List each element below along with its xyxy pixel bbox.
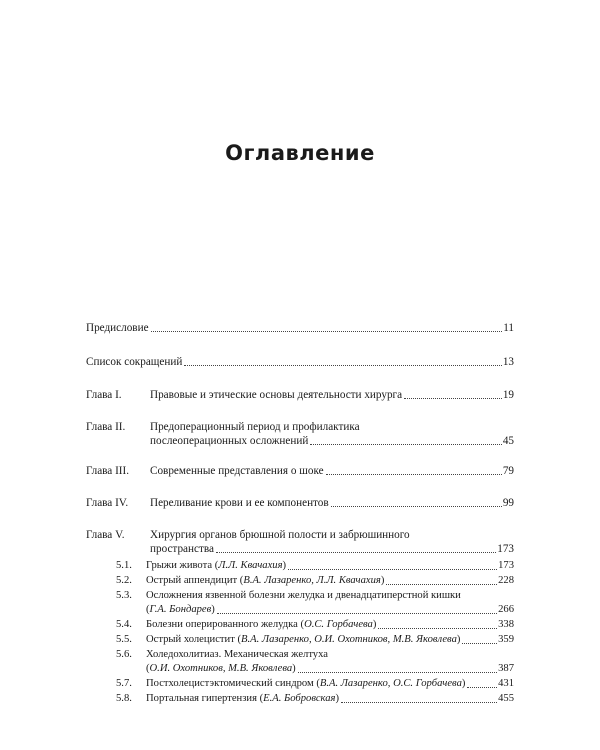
section-title: Болезни оперированного желудка (О.С. Горбачева) bbox=[146, 619, 377, 630]
section-title: Портальная гипертензия (Е.А. Бобровская) bbox=[146, 693, 339, 704]
dot-leader bbox=[378, 627, 497, 629]
dot-leader bbox=[288, 568, 497, 570]
dot-leader bbox=[298, 671, 497, 673]
toc-entry-section-5-3[interactable] bbox=[146, 603, 514, 617]
toc-entry-chapter-3[interactable] bbox=[150, 464, 514, 478]
toc-entry-preface[interactable] bbox=[86, 321, 514, 335]
toc-entry-abbreviations[interactable] bbox=[86, 355, 514, 369]
entry-page: 431 bbox=[498, 678, 514, 689]
toc-entry-chapter-2[interactable] bbox=[150, 434, 514, 448]
section-number: 5.6. bbox=[116, 649, 132, 660]
dot-leader bbox=[310, 443, 502, 445]
page-title: Оглавление bbox=[225, 141, 375, 165]
toc-entry-section-5-5[interactable] bbox=[146, 633, 514, 647]
entry-page: 11 bbox=[503, 322, 514, 334]
section-authors: В.А. Лазаренко, О.С. Горбачева bbox=[319, 678, 462, 689]
entry-page: 228 bbox=[498, 575, 514, 586]
chapter-title: Современные представления о шоке bbox=[150, 465, 324, 477]
dot-leader bbox=[184, 364, 501, 366]
dot-leader bbox=[326, 473, 502, 475]
chapter-number: Глава IV. bbox=[86, 497, 129, 509]
toc-entry-chapter-5[interactable] bbox=[150, 542, 514, 556]
section-title: Острый холецистит (В.А. Лазаренко, О.И. Охотников, М.В. Яковлева) bbox=[146, 634, 461, 645]
section-title: Постхолецистэктомический синдром (В.А. Лазаренко, О.С. Горбачева) bbox=[146, 678, 466, 689]
section-title: Осложнения язвенной болезни желудка и двенадцатиперстной кишки bbox=[146, 590, 461, 601]
entry-label: Список сокращений bbox=[86, 356, 183, 368]
entry-label: Предисловие bbox=[86, 322, 149, 334]
entry-page: 99 bbox=[502, 497, 514, 509]
toc-entry-chapter-4[interactable] bbox=[150, 496, 514, 510]
chapter-title: Переливание крови и ее компонентов bbox=[150, 497, 329, 509]
section-authors: В.А. Лазаренко, О.И. Охотников, М.В. Яковлева bbox=[241, 634, 457, 645]
chapter-number: Глава II. bbox=[86, 421, 126, 433]
toc-entry-section-5-8[interactable] bbox=[146, 692, 514, 706]
chapter-title: Правовые и этические основы деятельности хирурга bbox=[150, 389, 403, 401]
dot-leader bbox=[462, 642, 497, 644]
entry-page: 13 bbox=[502, 356, 514, 368]
section-number: 5.5. bbox=[116, 634, 132, 645]
chapter-title-line: Хирургия органов брюшной полости и забрюшинного bbox=[150, 529, 410, 541]
section-authors-line: (Г.А. Бондарев) bbox=[146, 604, 215, 615]
entry-page: 173 bbox=[497, 543, 514, 555]
dot-leader bbox=[217, 612, 497, 614]
entry-page: 359 bbox=[498, 634, 514, 645]
chapter-number: Глава I. bbox=[86, 389, 122, 401]
section-authors-line: (О.И. Охотников, М.В. Яковлева) bbox=[146, 663, 296, 674]
section-title: Грыжи живота (Л.Л. Квачахия) bbox=[146, 560, 287, 571]
dot-leader bbox=[331, 505, 502, 507]
toc-entry-chapter-1[interactable] bbox=[150, 388, 514, 402]
section-number: 5.2. bbox=[116, 575, 132, 586]
entry-page: 455 bbox=[498, 693, 514, 704]
entry-page: 266 bbox=[498, 604, 514, 615]
section-authors: Е.А. Бобровская bbox=[263, 693, 336, 704]
toc-entry-section-5-4[interactable] bbox=[146, 618, 514, 632]
toc-entry-section-5-7[interactable] bbox=[146, 677, 514, 691]
section-authors: В.А. Лазаренко, Л.Л. Квачахия bbox=[243, 575, 381, 586]
entry-page: 173 bbox=[498, 560, 514, 571]
toc-entry-section-5-2[interactable] bbox=[146, 574, 514, 588]
dot-leader bbox=[151, 330, 503, 332]
chapter-number: Глава V. bbox=[86, 529, 125, 541]
chapter-number: Глава III. bbox=[86, 465, 130, 477]
chapter-title: послеоперационных осложнений bbox=[150, 435, 309, 447]
dot-leader bbox=[341, 701, 497, 703]
chapter-title: пространства bbox=[150, 543, 214, 555]
entry-page: 387 bbox=[498, 663, 514, 674]
section-title: Холедохолитиаз. Механическая желтуха bbox=[146, 649, 328, 660]
section-title: Острый аппендицит (В.А. Лазаренко, Л.Л. Квачахия) bbox=[146, 575, 385, 586]
entry-page: 19 bbox=[502, 389, 514, 401]
dot-leader bbox=[216, 551, 496, 553]
section-number: 5.4. bbox=[116, 619, 132, 630]
toc-entry-section-5-1[interactable] bbox=[146, 559, 514, 573]
section-number: 5.1. bbox=[116, 560, 132, 571]
entry-page: 338 bbox=[498, 619, 514, 630]
section-number: 5.3. bbox=[116, 590, 132, 601]
section-authors: О.И. Охотников, М.В. Яковлева bbox=[149, 663, 293, 674]
section-authors: Г.А. Бондарев bbox=[149, 604, 212, 615]
section-number: 5.8. bbox=[116, 693, 132, 704]
dot-leader bbox=[467, 686, 497, 688]
section-authors: О.С. Горбачева bbox=[304, 619, 373, 630]
section-authors: Л.Л. Квачахия bbox=[218, 560, 283, 571]
section-number: 5.7. bbox=[116, 678, 132, 689]
entry-page: 45 bbox=[502, 435, 514, 447]
dot-leader bbox=[386, 583, 497, 585]
toc-entry-section-5-6[interactable] bbox=[146, 662, 514, 676]
entry-page: 79 bbox=[502, 465, 514, 477]
chapter-title-line: Предоперационный период и профилактика bbox=[150, 421, 360, 433]
dot-leader bbox=[404, 397, 502, 399]
